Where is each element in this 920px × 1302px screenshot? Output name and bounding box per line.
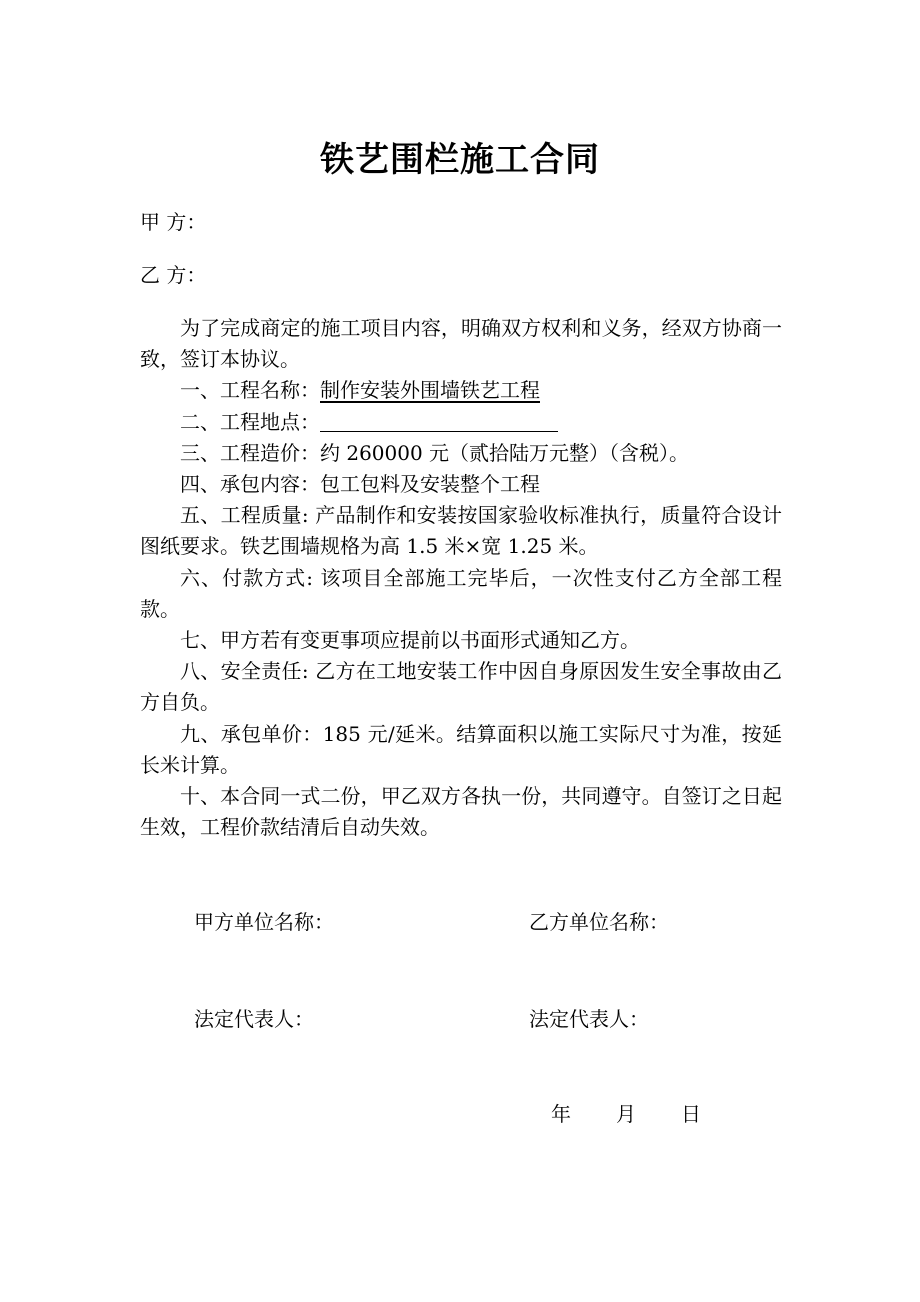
clause-6-payment: 六、付款方式: 该项目全部施工完毕后，一次性支付乙方全部工程款。 [140,565,782,621]
date-month-label: 月 [616,1102,636,1126]
party-a-label: 甲 方： [140,210,207,234]
clause-10-copies-validity: 十、本合同一式二份，甲乙双方各执一份，共同遵守。自签订之日起生效，工程价款结清后自动失效。 [140,784,782,840]
date-year-label: 年 [551,1102,571,1126]
clause-8-safety: 八、安全责任: 乙方在工地安装工作中因自身原因发生安全事故由乙方自负。 [140,659,782,715]
clause-1-project-name [140,375,782,406]
party-a-legal-rep-label: 法定代表人： [194,1007,314,1031]
project-name-value: 制作安装外围墙铁艺工程 [320,378,540,403]
clause-9-unit-price: 九、承包单价：185 元/延米。结算面积以施工实际尺寸为准，按延长米计算。 [140,721,782,777]
clause-3-project-cost: 三、工程造价：约 260000 元（贰拾陆万元整）（含税）。 [180,440,690,465]
intro-paragraph: 为了完成商定的施工项目内容，明确双方权利和义务，经双方协商一致，签订本协议。 [140,316,782,372]
party-a-unit-name-label: 甲方单位名称： [194,910,334,934]
clause-4-contract-scope: 四、承包内容：包工包料及安装整个工程 [180,472,540,497]
clause-2-project-location [140,407,782,438]
clause-7-changes: 七、甲方若有变更事项应提前以书面形式通知乙方。 [180,628,640,653]
document-title: 铁艺围栏施工合同 [320,140,600,180]
location-blank-line [320,409,558,432]
date-day-label: 日 [681,1102,701,1126]
party-b-legal-rep-label: 法定代表人： [529,1007,649,1031]
party-b-label: 乙 方： [140,263,207,287]
clause-2-label: 二、工程地点： [180,409,320,434]
clause-1-label: 一、工程名称： [180,378,320,403]
party-b-unit-name-label: 乙方单位名称： [529,910,669,934]
clause-5-quality: 五、工程质量: 产品制作和安装按国家验收标准执行，质量符合设计图纸要求。铁艺围墙规格为高 1.5 米×宽 1.25 米。 [140,503,782,559]
contract-body [140,313,782,843]
